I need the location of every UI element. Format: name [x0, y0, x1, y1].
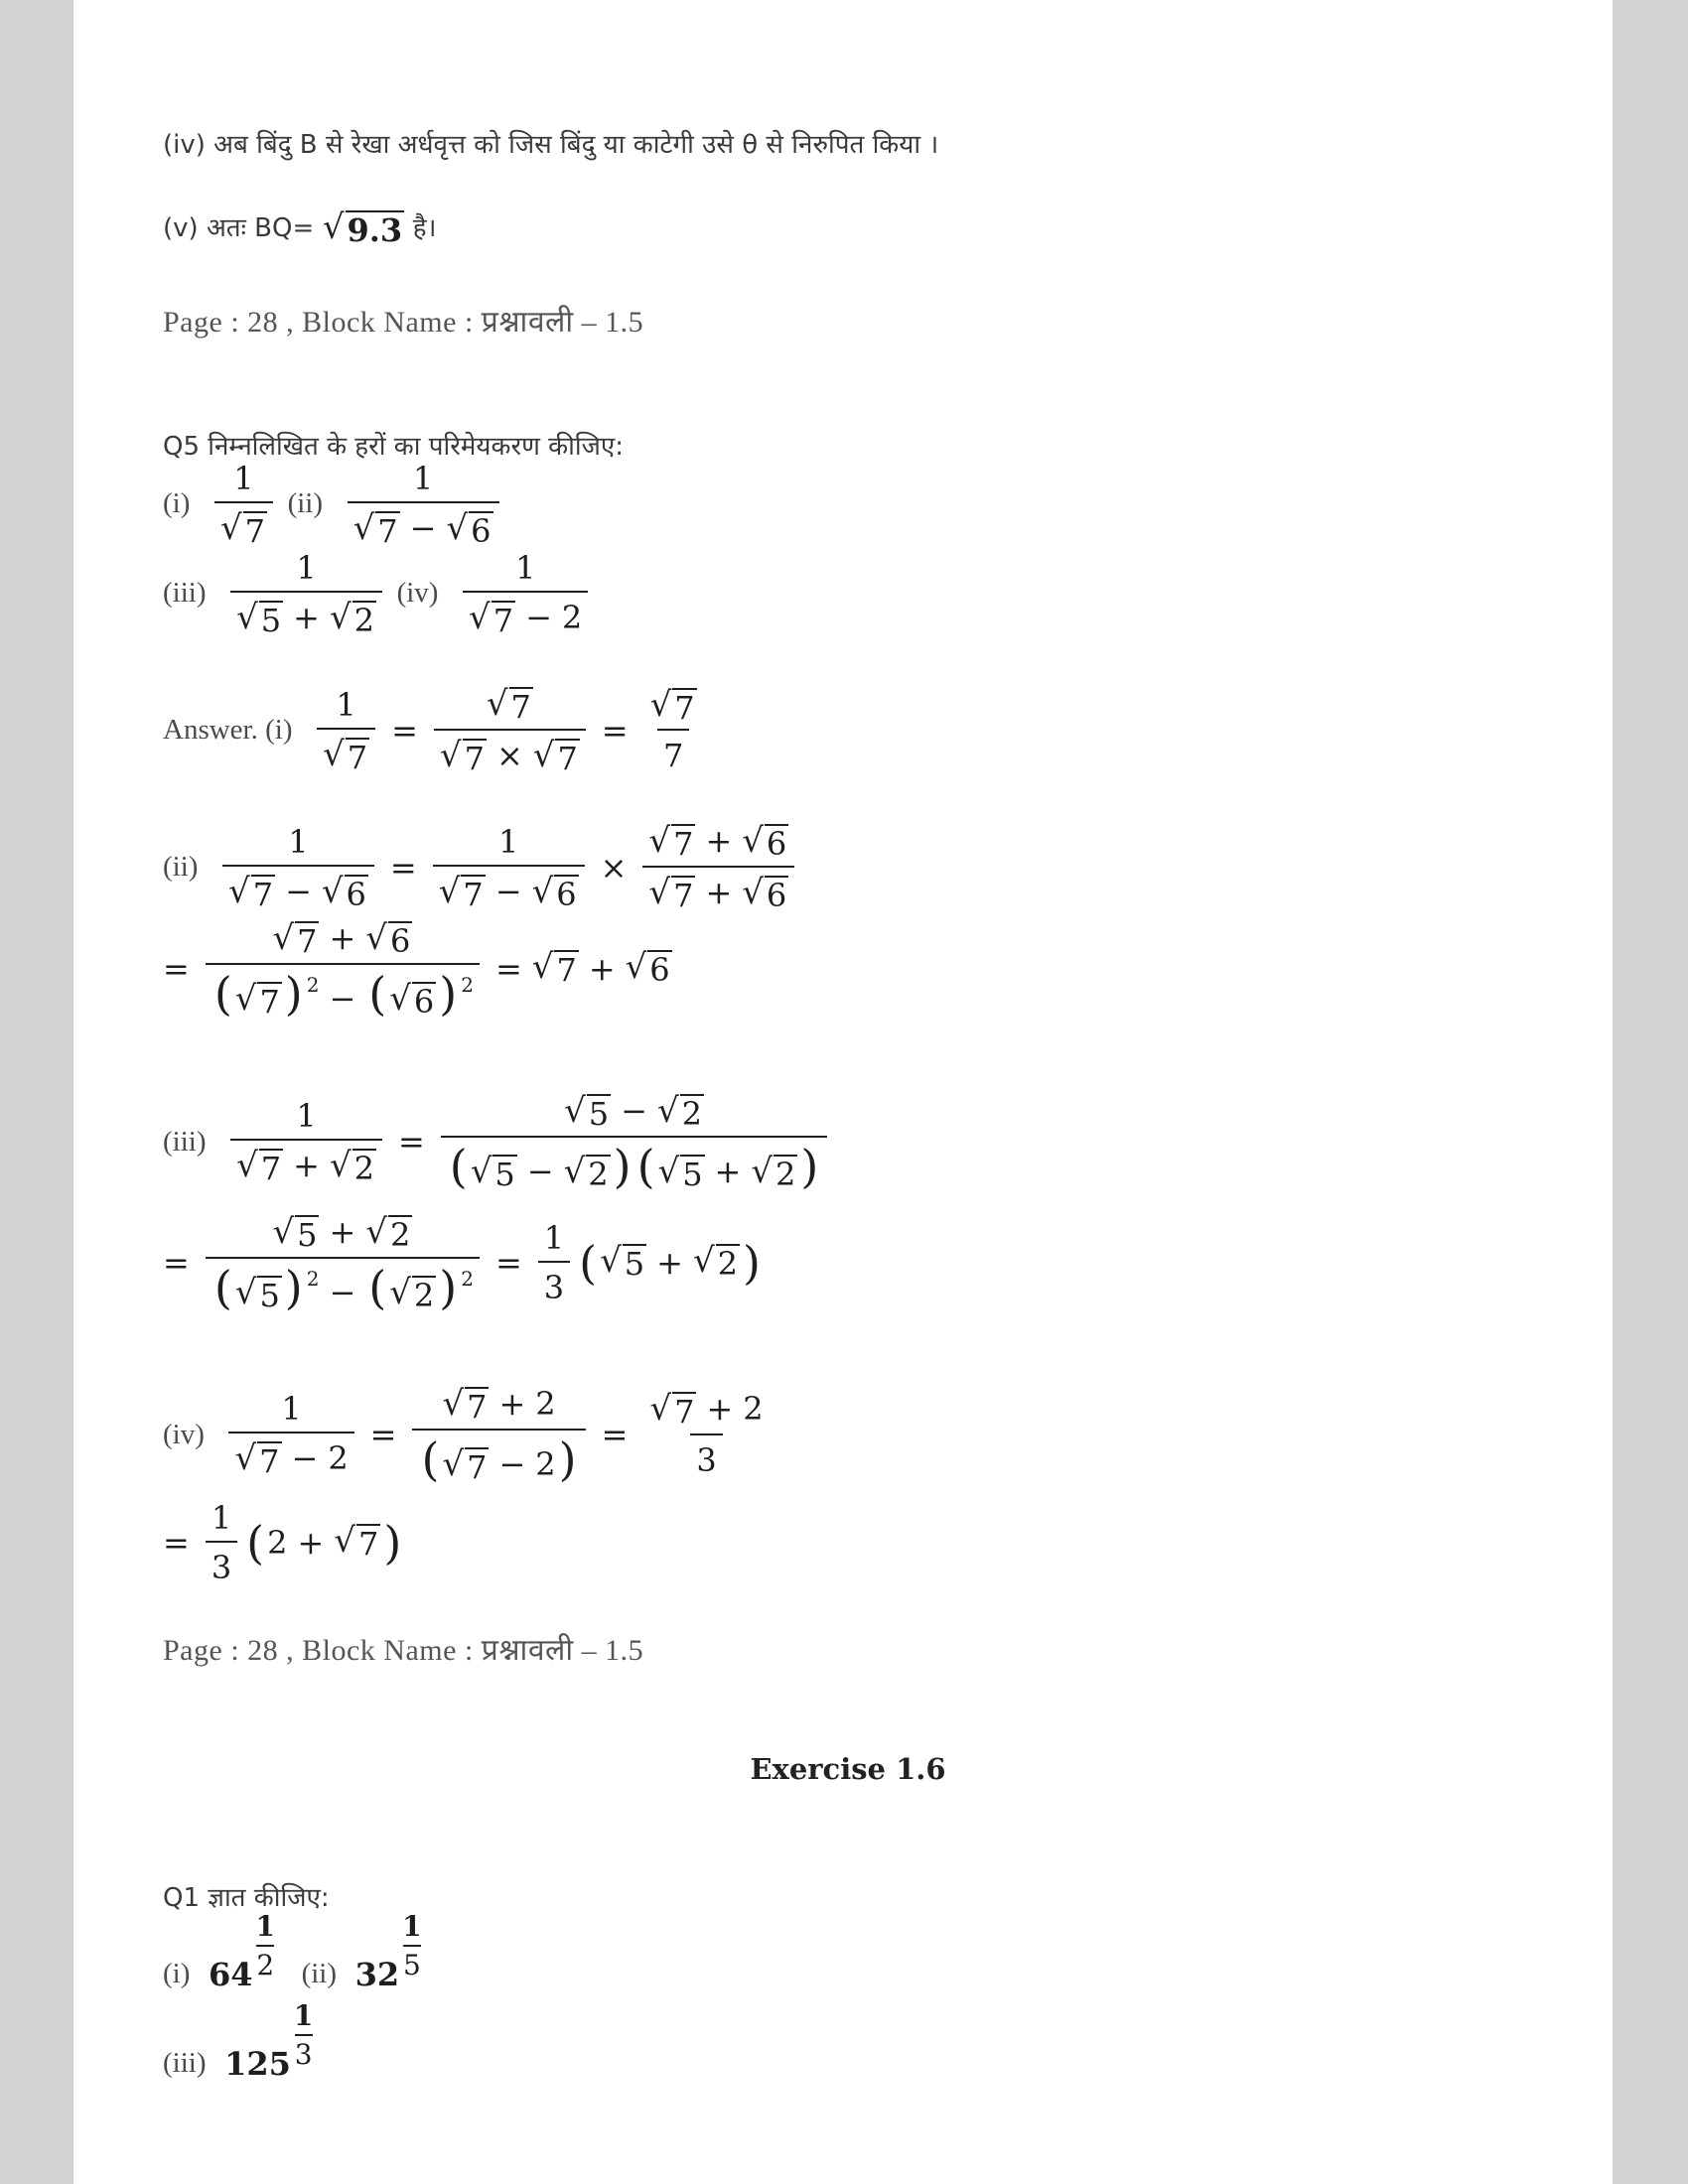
q5-label-iv: (iv)	[396, 577, 439, 610]
answer-iv-label: (iv)	[163, 1418, 205, 1450]
q1-row-1	[163, 1910, 422, 1993]
answer-ii-expr-1: 1 √ 7 − √ 6 = 1 √ 7 − √ 6 × √ 7 + √ 6 √ 7 + √ 6	[216, 822, 800, 912]
page-ref-1: Page : 28 , Block Name : प्रश्नावली – 1.5	[163, 306, 644, 339]
q1-den-i: 2	[256, 1945, 274, 1981]
step-v-line	[163, 208, 436, 247]
q5-row-1	[163, 460, 505, 549]
answer-ii-line-1	[163, 822, 800, 912]
answer-iv-expr-1: 1 √ 7 − 2 = √ 7 + 2 ( √ 7 − 2) = √ 7 + 2 3	[222, 1385, 774, 1484]
q1-label-ii: (ii)	[301, 1957, 338, 1989]
q1-power-i	[209, 1910, 275, 1993]
q1-power-ii	[355, 1910, 422, 1993]
q1-den-ii: 5	[403, 1945, 421, 1981]
q5-row-2	[163, 549, 594, 638]
q5-label-ii: (ii)	[287, 487, 324, 520]
answer-ii-line-2	[163, 919, 672, 1019]
q1-label-i: (i)	[163, 1957, 191, 1989]
answer-iii-line-1	[163, 1092, 833, 1191]
q5-label-i: (i)	[163, 487, 191, 520]
q1-base-ii: 32	[354, 1956, 400, 1993]
q1-den-iii: 3	[295, 2034, 313, 2071]
exercise-heading: Exercise 1.6	[750, 1752, 946, 1786]
q5-question: Q5 निम्नलिखित के हरों का परिमेयकरण कीजिए:	[163, 432, 625, 462]
q1-label-iii: (iii)	[163, 2046, 207, 2079]
q1-num-ii: 1	[402, 1910, 422, 1943]
q1-power-iii	[224, 1999, 313, 2083]
q5-expr-i: 1 √ 7	[209, 460, 279, 549]
q1-question: Q1 ज्ञात कीजिए:	[163, 1883, 330, 1913]
answer-i-expr: 1 √ 7 = √ 7 √ 7 × √ 7 = √ 7 7	[311, 685, 709, 775]
answer-ii-expr-2: = √ 7 + √ 6 ( √ 7 ) $^2$ − ( √ 6 ) $^2$ = √ 7 + √ 6	[163, 918, 670, 1021]
q1-base-i: 64	[208, 1956, 253, 1993]
answer-iii-expr-2: = √ 5 + √ 2 ( √ 5 ) $^2$ − ( √ 2 ) $^2$ = $\frac{1}{3}$ ( √ 5 + √ 2 )	[163, 1212, 761, 1314]
q1-row-2	[163, 1999, 313, 2083]
step-v-suffix: है।	[412, 213, 437, 243]
q5-expr-ii: 1 √ 7 − √ 6	[342, 460, 505, 549]
answer-iv-expr-2: = $\frac{1}{3}$ ( 2 + √ 7 )	[163, 1499, 402, 1586]
page-ref-2: Page : 28 , Block Name : प्रश्नावली – 1.5	[163, 1634, 644, 1667]
q5-expr-iii: 1 √ 5 + √ 2	[224, 549, 388, 638]
q5-expr-iv: 1 √ 7 − 2	[457, 549, 594, 638]
step-v-value: 9.3	[347, 210, 403, 249]
answer-label: Answer. (i)	[163, 714, 293, 747]
q1-num-i: 1	[255, 1910, 275, 1943]
q5-label-iii: (iii)	[163, 577, 207, 610]
step-iv-text: (iv) अब बिंदु B से रेखा अर्धवृत्त को जिस बिंदु या काटेगी उसे θ से निरुपित किया ।	[163, 130, 939, 160]
answer-iv-line-2	[163, 1499, 404, 1586]
step-v-prefix: (v) अतः BQ=	[163, 213, 315, 243]
answer-ii-label: (ii)	[163, 851, 199, 884]
sqrt-9-3: √ 9.3	[322, 206, 403, 249]
q1-num-iii: 1	[293, 1999, 314, 2032]
answer-i	[163, 685, 709, 775]
answer-iii-label: (iii)	[163, 1125, 207, 1158]
answer-iv-line-1	[163, 1385, 775, 1484]
answer-iii-line-2	[163, 1213, 764, 1312]
q1-base-iii: 125	[224, 2045, 291, 2083]
answer-iii-expr-1: 1 √ 7 + √ 2 = √ 5 − √ 2 ( √ 5 − √ 2 ) ( √ 5 + √ 2 )	[224, 1092, 833, 1191]
document-page	[73, 0, 1613, 2184]
